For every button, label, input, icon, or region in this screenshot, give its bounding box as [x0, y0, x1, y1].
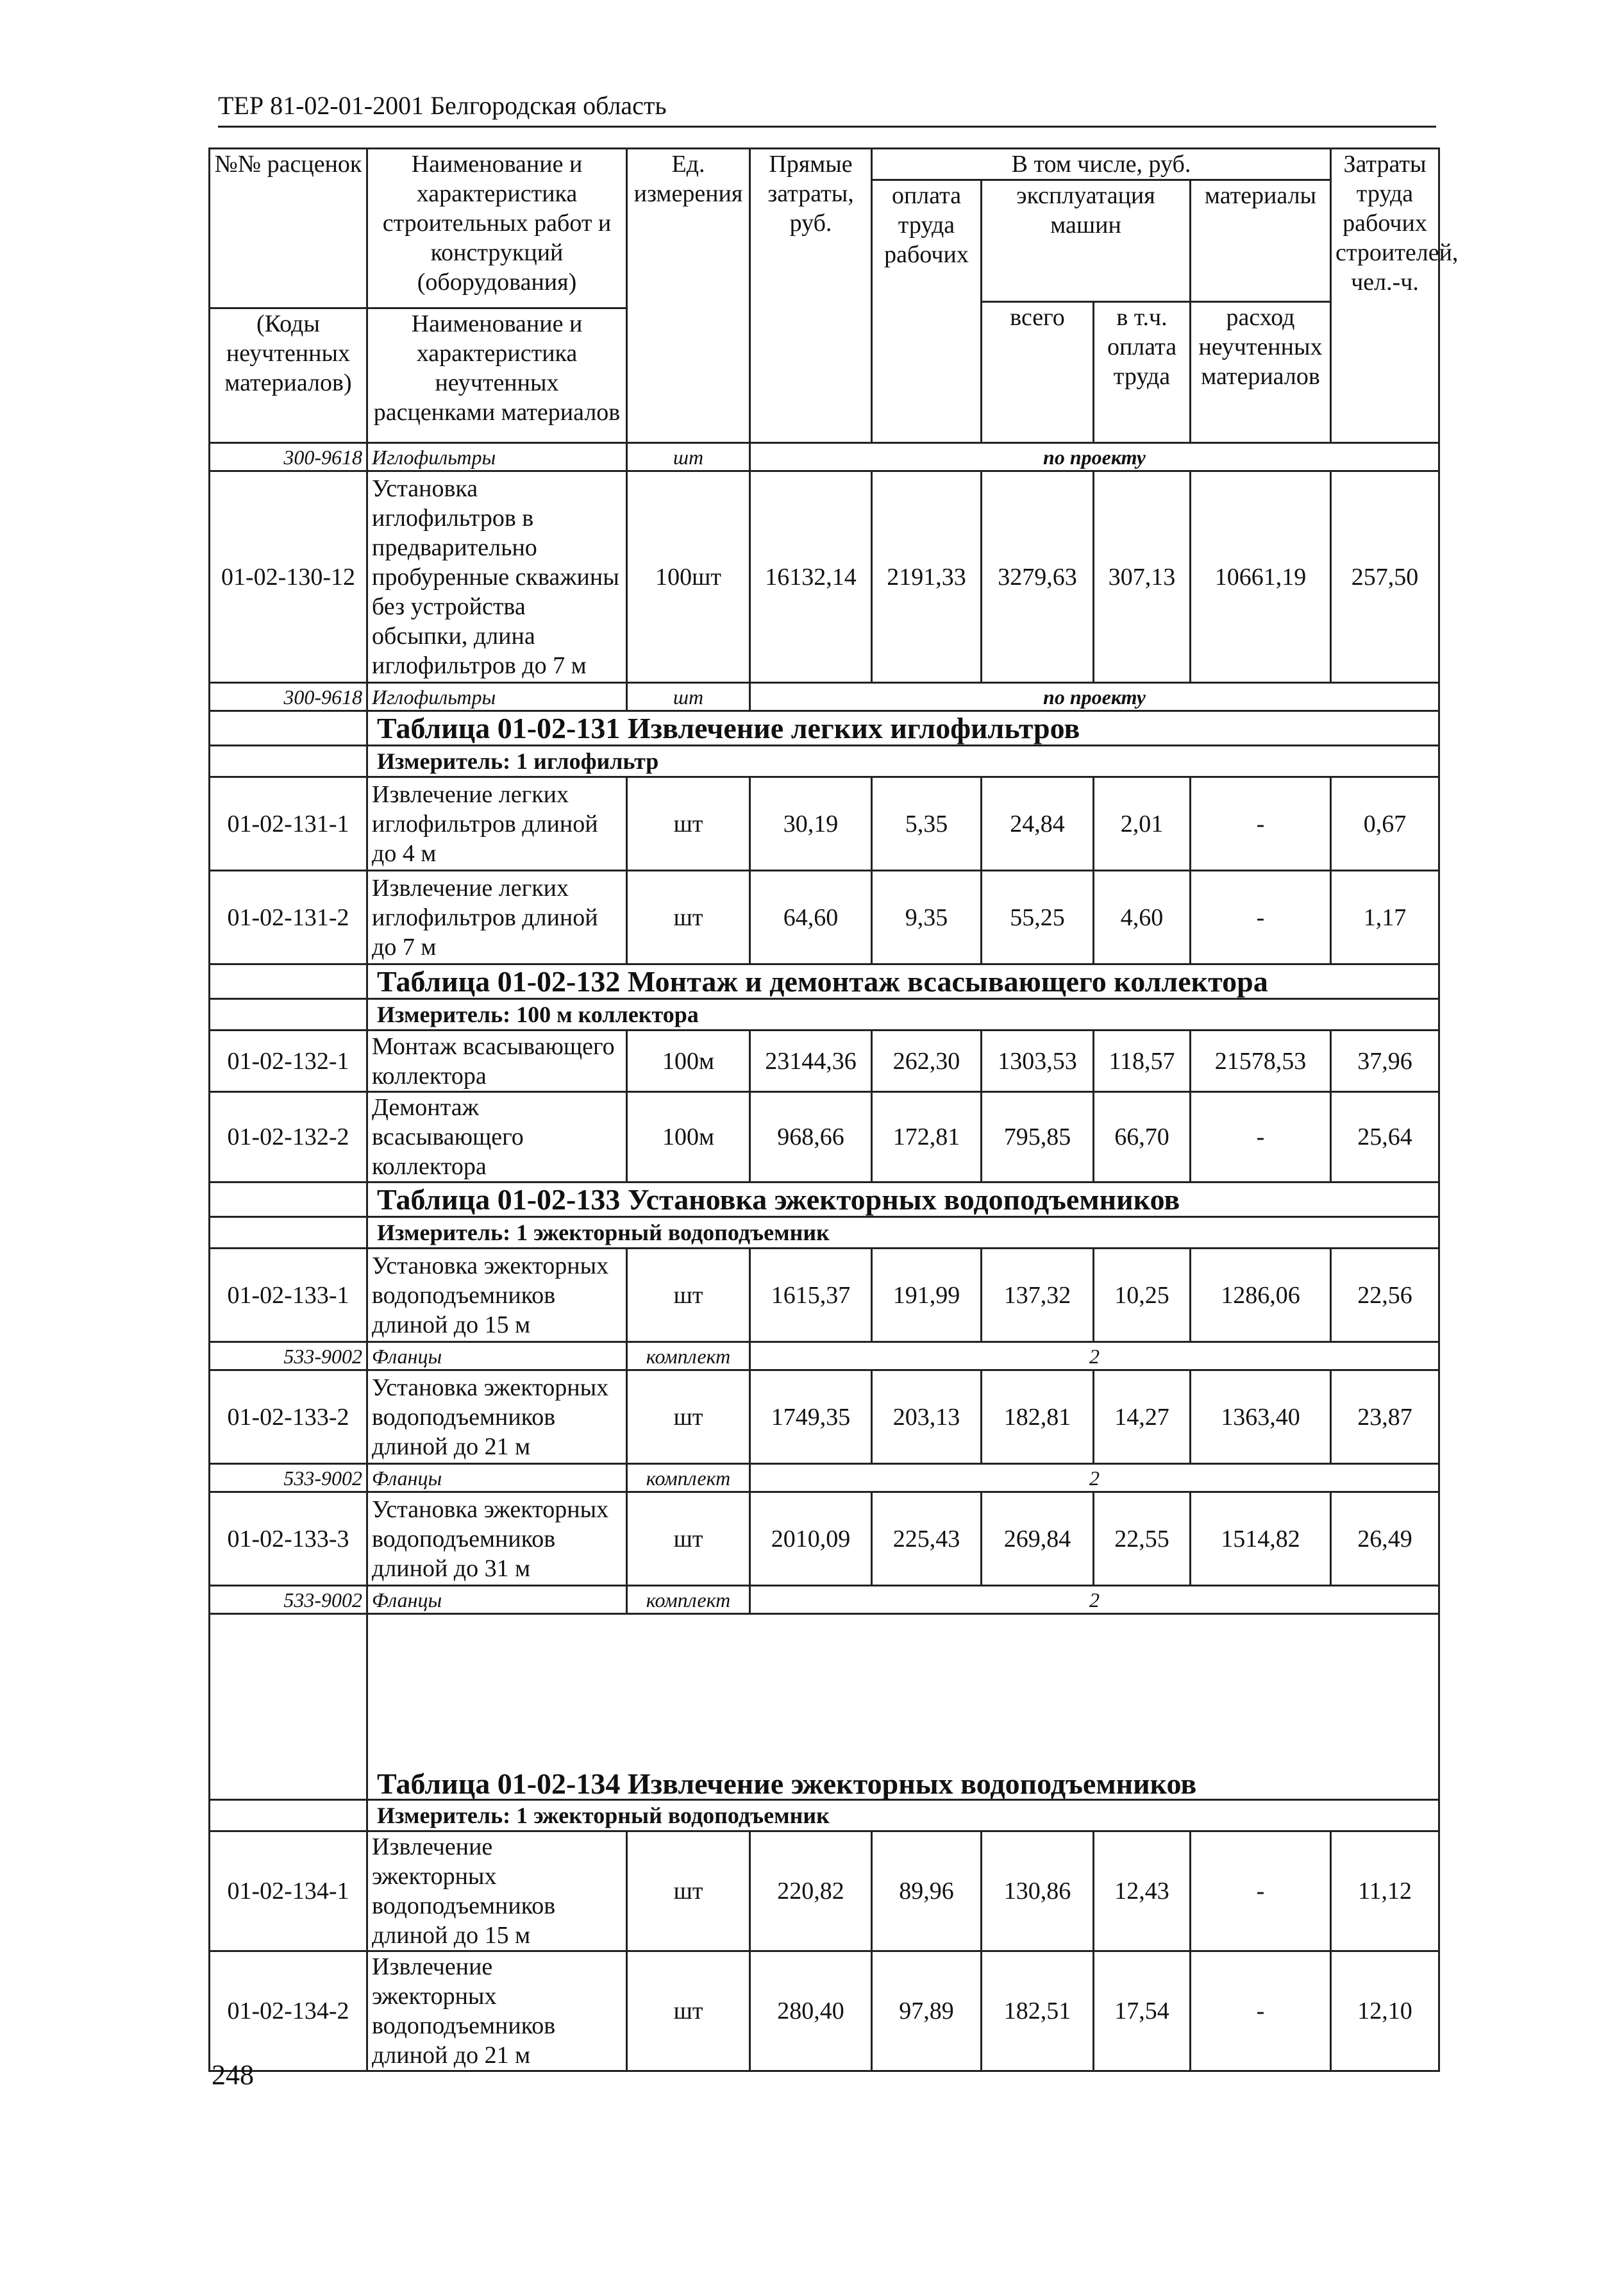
rate-name: Демонтаж всасывающего коллектора: [367, 1092, 627, 1182]
col-machwage-head: в т.ч. оплата труда: [1094, 302, 1191, 443]
material-consumption: 2: [750, 1342, 1439, 1370]
rate-row: [210, 1831, 1439, 1951]
material-name: Фланцы: [367, 1464, 627, 1492]
section-title-row: [210, 964, 1439, 999]
labor-cost: 26,49: [1331, 1492, 1439, 1586]
labor-cost: 12,10: [1331, 1951, 1439, 2071]
section-title-row: [210, 711, 1439, 746]
material-unit: шт: [627, 683, 750, 711]
machine-wage-cost: 12,43: [1094, 1831, 1191, 1951]
measure-row: [210, 746, 1439, 777]
rate-name: Установка иглофильтров в предварительно пробуренные скважины без устройства обсыпки, длина иглофильтров до 7 м: [367, 471, 627, 683]
machine-cost: 137,32: [982, 1249, 1094, 1342]
rate-name: Монтаж всасывающего коллектора: [367, 1031, 627, 1092]
material-code: 300-9618: [210, 683, 367, 711]
material-unit: комплект: [627, 1586, 750, 1614]
rate-code: 01-02-134-1: [210, 1831, 367, 1951]
rate-code: 01-02-134-2: [210, 1951, 367, 2071]
measure-unit: Измеритель: 100 м коллектора: [367, 999, 1439, 1031]
wage-cost: 203,13: [872, 1370, 982, 1464]
machine-cost: 3279,63: [982, 471, 1094, 683]
col-name-sub-head: Наименование и характеристика неучтенных расценками материалов: [367, 308, 627, 443]
material-code: 533-9002: [210, 1586, 367, 1614]
rate-code: 01-02-133-3: [210, 1492, 367, 1586]
labor-cost: 257,50: [1331, 471, 1439, 683]
col-code-head: №№ расценок: [210, 149, 367, 308]
rate-name: Извлечение эжекторных водоподъемников длиной до 15 м: [367, 1831, 627, 1951]
section-title: Таблица 01-02-131 Извлечение легких иглофильтров: [367, 711, 1439, 746]
rate-row: [210, 1951, 1439, 2071]
material-row: [210, 1464, 1439, 1492]
machine-cost: 182,51: [982, 1951, 1094, 2071]
labor-cost: 11,12: [1331, 1831, 1439, 1951]
direct-cost: 2010,09: [750, 1492, 872, 1586]
machine-cost: 182,81: [982, 1370, 1094, 1464]
direct-cost: 23144,36: [750, 1031, 872, 1092]
material-cost: 1514,82: [1191, 1492, 1331, 1586]
material-consumption: по проекту: [750, 683, 1439, 711]
material-row: [210, 1586, 1439, 1614]
col-incl-head: В том числе, руб.: [872, 149, 1331, 180]
material-cost: -: [1191, 777, 1331, 871]
rate-unit: 100шт: [627, 471, 750, 683]
rate-code: 01-02-130-12: [210, 471, 367, 683]
direct-cost: 64,60: [750, 871, 872, 964]
material-code: 533-9002: [210, 1464, 367, 1492]
rate-unit: шт: [627, 871, 750, 964]
measure-unit: Измеритель: 1 эжекторный водоподъемник: [367, 1217, 1439, 1249]
material-cost: 10661,19: [1191, 471, 1331, 683]
wage-cost: 5,35: [872, 777, 982, 871]
rate-name: Извлечение легких иглофильтров длиной до 7 м: [367, 871, 627, 964]
machine-wage-cost: 118,57: [1094, 1031, 1191, 1092]
col-codes-sub-head: (Коды неучтенных материалов): [210, 308, 367, 443]
section-title: Таблица 01-02-132 Монтаж и демонтаж всасывающего коллектора: [367, 964, 1439, 999]
measure-unit: Измеритель: 1 эжекторный водоподъемник: [367, 1800, 1439, 1831]
rate-unit: шт: [627, 1370, 750, 1464]
rate-code: 01-02-131-1: [210, 777, 367, 871]
machine-cost: 55,25: [982, 871, 1094, 964]
material-consumption: 2: [750, 1586, 1439, 1614]
direct-cost: 30,19: [750, 777, 872, 871]
rate-code: 01-02-132-1: [210, 1031, 367, 1092]
col-mach-head: эксплуатация машин: [982, 180, 1191, 302]
rate-row: [210, 1492, 1439, 1586]
wage-cost: 191,99: [872, 1249, 982, 1342]
labor-cost: 1,17: [1331, 871, 1439, 964]
machine-wage-cost: 17,54: [1094, 1951, 1191, 2071]
machine-wage-cost: 66,70: [1094, 1092, 1191, 1182]
material-row: [210, 683, 1439, 711]
rate-unit: шт: [627, 1831, 750, 1951]
wage-cost: 97,89: [872, 1951, 982, 2071]
col-mat-head: материалы: [1191, 180, 1331, 302]
rate-code: 01-02-131-2: [210, 871, 367, 964]
rates-table: [208, 147, 1459, 2072]
labor-cost: 23,87: [1331, 1370, 1439, 1464]
machine-cost: 1303,53: [982, 1031, 1094, 1092]
rate-row: [210, 871, 1439, 964]
rate-unit: шт: [627, 1492, 750, 1586]
section-title: Таблица 01-02-134 Извлечение эжекторных водоподъемников: [367, 1614, 1439, 1800]
material-cost: 21578,53: [1191, 1031, 1331, 1092]
col-wage-head: оплата труда рабочих: [872, 180, 982, 443]
material-cost: 1286,06: [1191, 1249, 1331, 1342]
rate-unit: 100м: [627, 1092, 750, 1182]
wage-cost: 262,30: [872, 1031, 982, 1092]
material-name: Фланцы: [367, 1586, 627, 1614]
machine-cost: 795,85: [982, 1092, 1094, 1182]
col-direct-head: Прямые затраты, руб.: [750, 149, 872, 443]
material-row: [210, 443, 1439, 471]
col-labor-head: Затраты труда рабочих строителей, чел.-ч.: [1331, 149, 1439, 443]
machine-wage-cost: 22,55: [1094, 1492, 1191, 1586]
labor-cost: 25,64: [1331, 1092, 1439, 1182]
material-name: Иглофильтры: [367, 443, 627, 471]
wage-cost: 2191,33: [872, 471, 982, 683]
wage-cost: 89,96: [872, 1831, 982, 1951]
rate-name: Извлечение легких иглофильтров длиной до 4 м: [367, 777, 627, 871]
machine-wage-cost: 14,27: [1094, 1370, 1191, 1464]
material-unit: комплект: [627, 1342, 750, 1370]
rate-unit: шт: [627, 1951, 750, 2071]
material-cost: -: [1191, 1951, 1331, 2071]
wage-cost: 9,35: [872, 871, 982, 964]
col-matsub-head: расход неучтенных материалов: [1191, 302, 1331, 443]
material-unit: шт: [627, 443, 750, 471]
wage-cost: 172,81: [872, 1092, 982, 1182]
col-total-head: всего: [982, 302, 1094, 443]
rate-unit: шт: [627, 1249, 750, 1342]
col-unit-head: Ед. измерения: [627, 149, 750, 443]
measure-row: [210, 999, 1439, 1031]
section-title: Таблица 01-02-133 Установка эжекторных водоподъемников: [367, 1182, 1439, 1217]
header-row-1: [210, 149, 1439, 180]
machine-cost: 130,86: [982, 1831, 1094, 1951]
rate-code: 01-02-132-2: [210, 1092, 367, 1182]
material-cost: -: [1191, 1831, 1331, 1951]
measure-row: [210, 1217, 1439, 1249]
material-cost: -: [1191, 1092, 1331, 1182]
machine-wage-cost: 4,60: [1094, 871, 1191, 964]
labor-cost: 37,96: [1331, 1031, 1439, 1092]
rate-name: Установка эжекторных водоподъемников длиной до 15 м: [367, 1249, 627, 1342]
section-title-row: [210, 1182, 1439, 1217]
rates-table-container: [208, 147, 1459, 2069]
direct-cost: 1749,35: [750, 1370, 872, 1464]
material-cost: 1363,40: [1191, 1370, 1331, 1464]
material-code: 533-9002: [210, 1342, 367, 1370]
rate-unit: 100м: [627, 1031, 750, 1092]
machine-wage-cost: 307,13: [1094, 471, 1191, 683]
machine-cost: 24,84: [982, 777, 1094, 871]
material-consumption: 2: [750, 1464, 1439, 1492]
rate-row: [210, 1249, 1439, 1342]
labor-cost: 22,56: [1331, 1249, 1439, 1342]
machine-wage-cost: 2,01: [1094, 777, 1191, 871]
rate-name: Извлечение эжекторных водоподъемников длиной до 21 м: [367, 1951, 627, 2071]
rate-row: [210, 1370, 1439, 1464]
rate-code: 01-02-133-1: [210, 1249, 367, 1342]
section-title-row: [210, 1614, 1439, 1800]
material-consumption: по проекту: [750, 443, 1439, 471]
material-code: 300-9618: [210, 443, 367, 471]
machine-cost: 269,84: [982, 1492, 1094, 1586]
measure-unit: Измеритель: 1 иглофильтр: [367, 746, 1439, 777]
material-name: Иглофильтры: [367, 683, 627, 711]
direct-cost: 280,40: [750, 1951, 872, 2071]
direct-cost: 16132,14: [750, 471, 872, 683]
material-cost: -: [1191, 871, 1331, 964]
rate-name: Установка эжекторных водоподъемников длиной до 31 м: [367, 1492, 627, 1586]
rate-unit: шт: [627, 777, 750, 871]
measure-row: [210, 1800, 1439, 1831]
direct-cost: 1615,37: [750, 1249, 872, 1342]
wage-cost: 225,43: [872, 1492, 982, 1586]
col-name-head: Наименование и характеристика строительных работ и конструкций (оборудования): [367, 149, 627, 308]
direct-cost: 968,66: [750, 1092, 872, 1182]
material-row: [210, 1342, 1439, 1370]
rate-row: [210, 1092, 1439, 1182]
material-unit: комплект: [627, 1464, 750, 1492]
rate-name: Установка эжекторных водоподъемников длиной до 21 м: [367, 1370, 627, 1464]
direct-cost: 220,82: [750, 1831, 872, 1951]
rate-code: 01-02-133-2: [210, 1370, 367, 1464]
machine-wage-cost: 10,25: [1094, 1249, 1191, 1342]
rate-row: [210, 471, 1439, 683]
labor-cost: 0,67: [1331, 777, 1439, 871]
page-header: ТЕР 81-02-01-2001 Белгородская область: [218, 90, 1436, 128]
material-name: Фланцы: [367, 1342, 627, 1370]
rate-row: [210, 1031, 1439, 1092]
page-number: 248: [212, 2059, 254, 2091]
rate-row: [210, 777, 1439, 871]
